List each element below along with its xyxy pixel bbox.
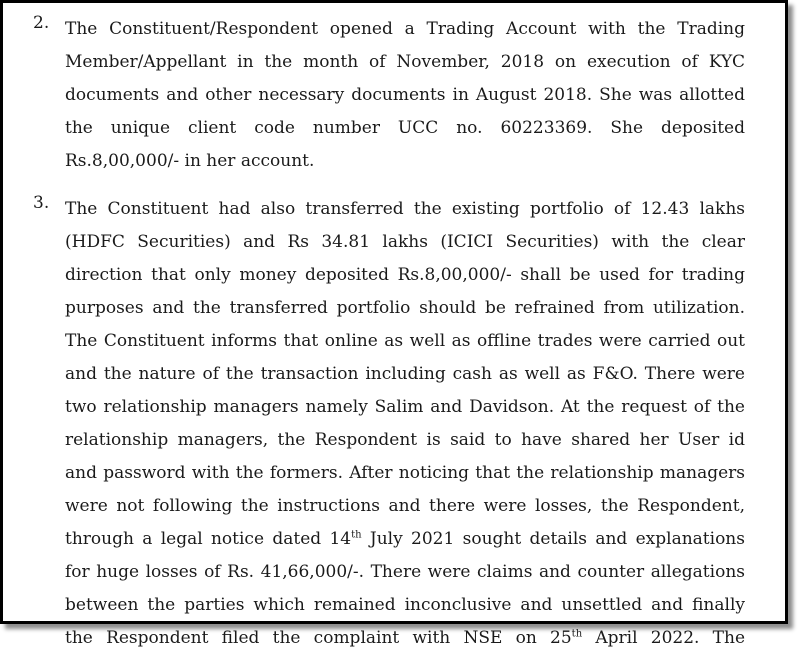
document-body <box>33 13 745 655</box>
paragraph-number: 3. <box>33 193 50 213</box>
text-line: The Constituent/Respondent opened a Trading Account with the Trading <box>65 19 745 39</box>
text-line: and password with the formers. After noticing that the relationship managers <box>65 463 745 483</box>
ordinal-superscript: th <box>351 529 362 541</box>
ordinal-superscript: th <box>571 628 583 640</box>
line-text-before: through a legal notice dated 14 <box>65 529 352 549</box>
text-line: two relationship managers namely Salim and Davidson. At the request of the <box>65 397 745 417</box>
text-line: between the parties which remained inconclusive and unsettled and finally <box>65 595 745 615</box>
line-text-after: July 2021 sought details and explanations <box>361 529 745 549</box>
paragraph-2 <box>33 13 745 178</box>
text-line: Rs.8,00,000/- in her account. <box>65 151 315 171</box>
text-line: direction that only money deposited Rs.8,00,000/- shall be used for trading <box>65 265 745 285</box>
text-line-with-superscript <box>65 523 745 556</box>
text-line: purposes and the transferred portfolio should be refrained from utilization. <box>65 298 745 318</box>
paragraph-spacer <box>33 178 745 193</box>
paragraph-number: 2. <box>33 13 50 33</box>
text-line: documents and other necessary documents in August 2018. She was allotted <box>65 85 745 105</box>
text-line: The Constituent informs that online as well as offline trades were carried out <box>65 331 745 351</box>
text-line: and the nature of the transaction including cash as well as F&O. There were <box>65 364 745 384</box>
paragraph-3 <box>33 193 745 655</box>
line-text-before: the Respondent filed the complaint with NSE on 25 <box>65 628 572 648</box>
text-line: The Constituent had also transferred the existing portfolio of 12.43 lakhs <box>65 199 745 219</box>
text-line: (HDFC Securities) and Rs 34.81 lakhs (ICICI Securities) with the clear <box>65 232 745 252</box>
text-line: Member/Appellant in the month of November, 2018 on execution of KYC <box>65 52 745 72</box>
text-line: were not following the instructions and there were losses, the Respondent, <box>65 496 745 516</box>
text-line-with-superscript <box>65 622 745 655</box>
text-line: for huge losses of Rs. 41,66,000/-. There were claims and counter allegations <box>65 562 745 582</box>
text-line: the unique client code number UCC no. 60223369. She deposited <box>65 118 745 138</box>
text-line: relationship managers, the Respondent is said to have shared her User id <box>65 430 745 450</box>
line-text-after: April 2022. The <box>582 628 745 648</box>
